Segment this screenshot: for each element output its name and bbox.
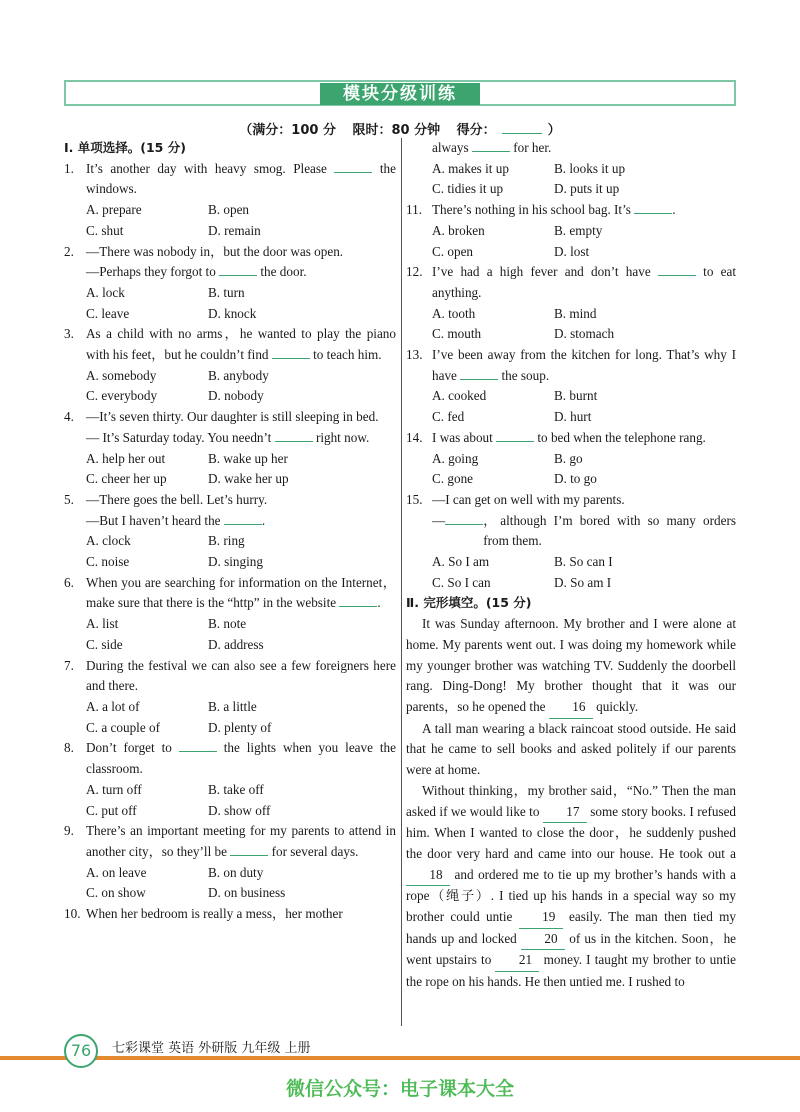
question-4: 4. —It’s seven thirty. Our daughter is still sleeping in bed. — It’s Saturday today. You needn’t right now. A. help her out B. wake up her C. cheer her up D. wake her up bbox=[64, 407, 396, 490]
option[interactable]: B. anybody bbox=[208, 367, 269, 383]
option[interactable]: C. So I can bbox=[432, 574, 491, 590]
answer-blank[interactable] bbox=[634, 200, 672, 214]
answer-blank[interactable] bbox=[224, 511, 262, 525]
option[interactable]: A. going bbox=[432, 450, 479, 466]
question-3: 3. As a child with no arms，he wanted to play the piano with his feet，but he couldn’t find to teach him. A. somebody B. anybody C. everybody D. nobody bbox=[64, 324, 396, 407]
score-line bbox=[0, 119, 800, 138]
option[interactable]: C. open bbox=[432, 243, 474, 259]
question-5: 5. —There goes the bell. Let’s hurry. —But I haven’t heard the . A. clock B. ring C. noise D. singing bbox=[64, 490, 396, 573]
option[interactable]: A. a lot of bbox=[86, 698, 140, 714]
question-14: 14. I was about to bed when the telephone rang. A. going B. go C. gone D. to go bbox=[406, 428, 736, 490]
option[interactable]: B. a little bbox=[208, 698, 257, 714]
cloze-blank[interactable]: 21 bbox=[495, 950, 539, 972]
option[interactable]: D. So am I bbox=[554, 574, 612, 590]
option[interactable]: B. turn bbox=[208, 284, 245, 300]
option[interactable]: A. lock bbox=[86, 284, 125, 300]
cloze-blank[interactable]: 16 bbox=[549, 697, 593, 719]
option[interactable]: B. mind bbox=[554, 305, 597, 321]
banner-title: 模块分级训练 bbox=[320, 83, 480, 105]
question-12: 12. I’ve had a high fever and don’t have to eat anything. A. tooth B. mind C. mouth D. stomach bbox=[406, 262, 736, 345]
question-13: 13. I’ve been away from the kitchen for long. That’s why I have the soup. A. cooked B. burnt C. fed D. hurt bbox=[406, 345, 736, 428]
option[interactable]: B. So can I bbox=[554, 554, 613, 570]
left-column bbox=[64, 138, 396, 925]
option[interactable]: C. noise bbox=[86, 554, 130, 570]
option[interactable]: A. turn off bbox=[86, 781, 142, 797]
answer-blank[interactable] bbox=[658, 262, 696, 276]
cloze-blank[interactable]: 19 bbox=[519, 907, 563, 929]
option[interactable]: A. clock bbox=[86, 533, 131, 549]
score-close: ） bbox=[547, 123, 561, 138]
option[interactable]: C. put off bbox=[86, 802, 137, 818]
option[interactable]: B. open bbox=[208, 202, 250, 218]
question-11: 11. There’s nothing in his school bag. It’s . A. broken B. empty C. open D. lost bbox=[406, 200, 736, 262]
question-6: 6. When you are searching for information on the Internet，make sure that there is the “http” in the website . A. list B. note C. side D. address bbox=[64, 573, 396, 656]
option[interactable]: D. on business bbox=[208, 885, 286, 901]
option[interactable]: D. hurt bbox=[554, 409, 592, 425]
question-2: 2. —There was nobody in，but the door was open. —Perhaps they forgot to the door. A. lock B. turn C. leave D. knock bbox=[64, 242, 396, 325]
option[interactable]: B. looks it up bbox=[554, 160, 626, 176]
option[interactable]: B. ring bbox=[208, 533, 245, 549]
option[interactable]: D. plenty of bbox=[208, 719, 272, 735]
option[interactable]: B. take off bbox=[208, 781, 264, 797]
answer-blank[interactable] bbox=[339, 593, 377, 607]
option[interactable]: D. nobody bbox=[208, 388, 264, 404]
time-limit: 限时：80 分钟 bbox=[352, 123, 441, 138]
option[interactable]: A. on leave bbox=[86, 864, 147, 880]
question-15: 15. —I can get on well with my parents. — ，although I’m bored with so many orders from them. A. So I am B. So can I C. So I can D. So am I bbox=[406, 490, 736, 594]
option[interactable]: D. address bbox=[208, 636, 264, 652]
option[interactable]: A. makes it up bbox=[432, 160, 509, 176]
option[interactable]: A. prepare bbox=[86, 202, 142, 218]
option[interactable]: C. fed bbox=[432, 409, 465, 425]
answer-blank[interactable] bbox=[445, 511, 483, 525]
option[interactable]: A. list bbox=[86, 616, 119, 632]
answer-blank[interactable] bbox=[219, 262, 257, 276]
option[interactable]: C. tidies it up bbox=[432, 181, 504, 197]
answer-blank[interactable] bbox=[496, 428, 534, 442]
watermark: 微信公众号：电子课本大全 bbox=[285, 1078, 514, 1100]
option[interactable]: C. cheer her up bbox=[86, 471, 167, 487]
option[interactable]: A. So I am bbox=[432, 554, 490, 570]
option[interactable]: A. help her out bbox=[86, 450, 166, 466]
answer-blank[interactable] bbox=[179, 738, 217, 752]
option[interactable]: A. tooth bbox=[432, 305, 476, 321]
option[interactable]: D. singing bbox=[208, 554, 263, 570]
option[interactable]: B. empty bbox=[554, 222, 603, 238]
full-score: （满分：100 分 bbox=[239, 123, 336, 138]
option[interactable]: D. puts it up bbox=[554, 181, 620, 197]
option[interactable]: C. leave bbox=[86, 305, 130, 321]
option[interactable]: B. note bbox=[208, 616, 247, 632]
page-number: 76 bbox=[64, 1034, 98, 1068]
option[interactable]: B. wake up her bbox=[208, 450, 288, 466]
option[interactable]: D. knock bbox=[208, 305, 257, 321]
option[interactable]: D. show off bbox=[208, 802, 271, 818]
column-divider bbox=[401, 138, 402, 1026]
option[interactable]: D. to go bbox=[554, 471, 597, 487]
answer-blank[interactable] bbox=[272, 345, 310, 359]
section-title: Ⅰ. 单项选择。(15 分) bbox=[64, 140, 186, 155]
answer-blank[interactable] bbox=[334, 159, 372, 173]
footer-rule bbox=[0, 1056, 800, 1060]
cloze-passage: It was Sunday afternoon. My brother and I were alone at home. My parents went out. I was doing my homework while my younger brother was watching TV. Suddenly the doorbell rang. Ding-Dong! My brother thought that it was our parents，so he opened the 16 quickly. A tall man wearing a black raincoat stood outside. He said that he came to sell books and asked politely if our parents were at home. Without thinking，my brother said，“No.” Then the man asked if we would like to 17 some story books. I refused him. When I wanted to close the door，he suddenly pushed the door very hard and came into our house. He took out a 18 and ordered me to tie up my brother’s hands with a rope（绳子）. I tied up his hands in a special way so my brother could untie 19 easily. The man then tied my hands up and locked 20 of us in the kitchen. Soon，he went upstairs to 21 money. I taught my brother to untie the rope on his hands. He then untied me. I rushed to bbox=[406, 616, 737, 990]
option[interactable]: C. mouth bbox=[432, 326, 482, 342]
question-10: 10. When her bedroom is really a mess，her mother bbox=[64, 906, 343, 922]
option[interactable]: C. shut bbox=[86, 222, 124, 238]
option[interactable]: C. everybody bbox=[86, 388, 158, 404]
answer-blank[interactable] bbox=[275, 428, 313, 442]
question-9: 9. There’s an important meeting for my parents to attend in another city，so they’ll be for several days. A. on leave B. on duty C. on show D. on business bbox=[64, 821, 396, 904]
option[interactable]: C. on show bbox=[86, 885, 146, 901]
option[interactable]: B. burnt bbox=[554, 388, 598, 404]
option[interactable]: C. a couple of bbox=[86, 719, 160, 735]
answer-blank[interactable] bbox=[230, 842, 268, 856]
option[interactable]: B. on duty bbox=[208, 864, 264, 880]
option[interactable]: D. lost bbox=[554, 243, 590, 259]
answer-blank[interactable] bbox=[460, 366, 498, 380]
option[interactable]: D. remain bbox=[208, 222, 261, 238]
option[interactable]: B. go bbox=[554, 450, 583, 466]
option[interactable]: A. broken bbox=[432, 222, 485, 238]
option[interactable]: A. cooked bbox=[432, 388, 487, 404]
cloze-blank[interactable]: 18 bbox=[406, 865, 450, 887]
option[interactable]: D. stomach bbox=[554, 326, 615, 342]
answer-blank[interactable] bbox=[472, 138, 510, 152]
score-blank bbox=[502, 133, 542, 134]
score-label: 得分： bbox=[456, 123, 496, 138]
option[interactable]: D. wake her up bbox=[208, 471, 289, 487]
cloze-blank[interactable]: 20 bbox=[521, 929, 565, 951]
question-1: 1. It’s another day with heavy smog. Please the windows. A. prepare B. open C. shut D. remain bbox=[64, 159, 396, 242]
option[interactable]: A. somebody bbox=[86, 367, 157, 383]
book-title: 七彩课堂 英语 外研版 九年级 上册 bbox=[112, 1041, 311, 1056]
cloze-blank[interactable]: 17 bbox=[543, 802, 587, 824]
right-column: always for her. A. makes it up B. looks it up C. tidies it up D. puts it up 11. There’s nothing in his school bag. It’s . A. broken B. empty C. open D. lost 12. I’ve had a high fever and don’t have to eat anything. A. tooth B. mind C. mouth D. stomach 13. I’ve been away from the kitchen for long. That’s why I have the soup. A. cooked B. burnt C. fed D. hurt 14. I was about to bed when the telephone rang. A. going B. go C. gone D. to go 15. —I can get on well with my parents. — ，although I’m bored with so many orders from them. A. So I am B. So can I C. So I can D. So am I Ⅱ. 完形填空。(15 分) It was Sunday afternoon. My brother and I were alone at home. My parents went out. I was doing my homework while my younger brother was watching TV. Suddenly the doorbell rang. Ding-Dong! My brother thought that it was our parents，so he opened the 16 quickly. A tall man wearing a black raincoat stood outside. He said that he came to sell books and asked politely if our parents were at home. Without thinking，my brother said，“No.” Then the man asked if we would like to 17 some story books. I refused him. When I wanted to close the door，he suddenly pushed the door very hard and came into our house. He took out a 18 and ordered me to tie up my brother’s hands with a rope（绳子）. I tied up his hands in a special way so my brother could untie 19 easily. The man then tied my hands up and locked 20 of us in the kitchen. Soon，he went upstairs to 21 money. I taught my brother to untie the rope on his hands. He then untied me. I rushed to bbox=[406, 138, 736, 993]
section-title: Ⅱ. 完形填空。(15 分) bbox=[406, 595, 532, 611]
question-8: 8. Don’t forget to the lights when you leave the classroom. A. turn off B. take off C. put off D. show off bbox=[64, 738, 396, 821]
option[interactable]: C. side bbox=[86, 636, 123, 652]
option[interactable]: C. gone bbox=[432, 471, 474, 487]
question-7: 7. During the festival we can also see a few foreigners here and there. A. a lot of B. a little C. a couple of D. plenty of bbox=[64, 656, 396, 739]
